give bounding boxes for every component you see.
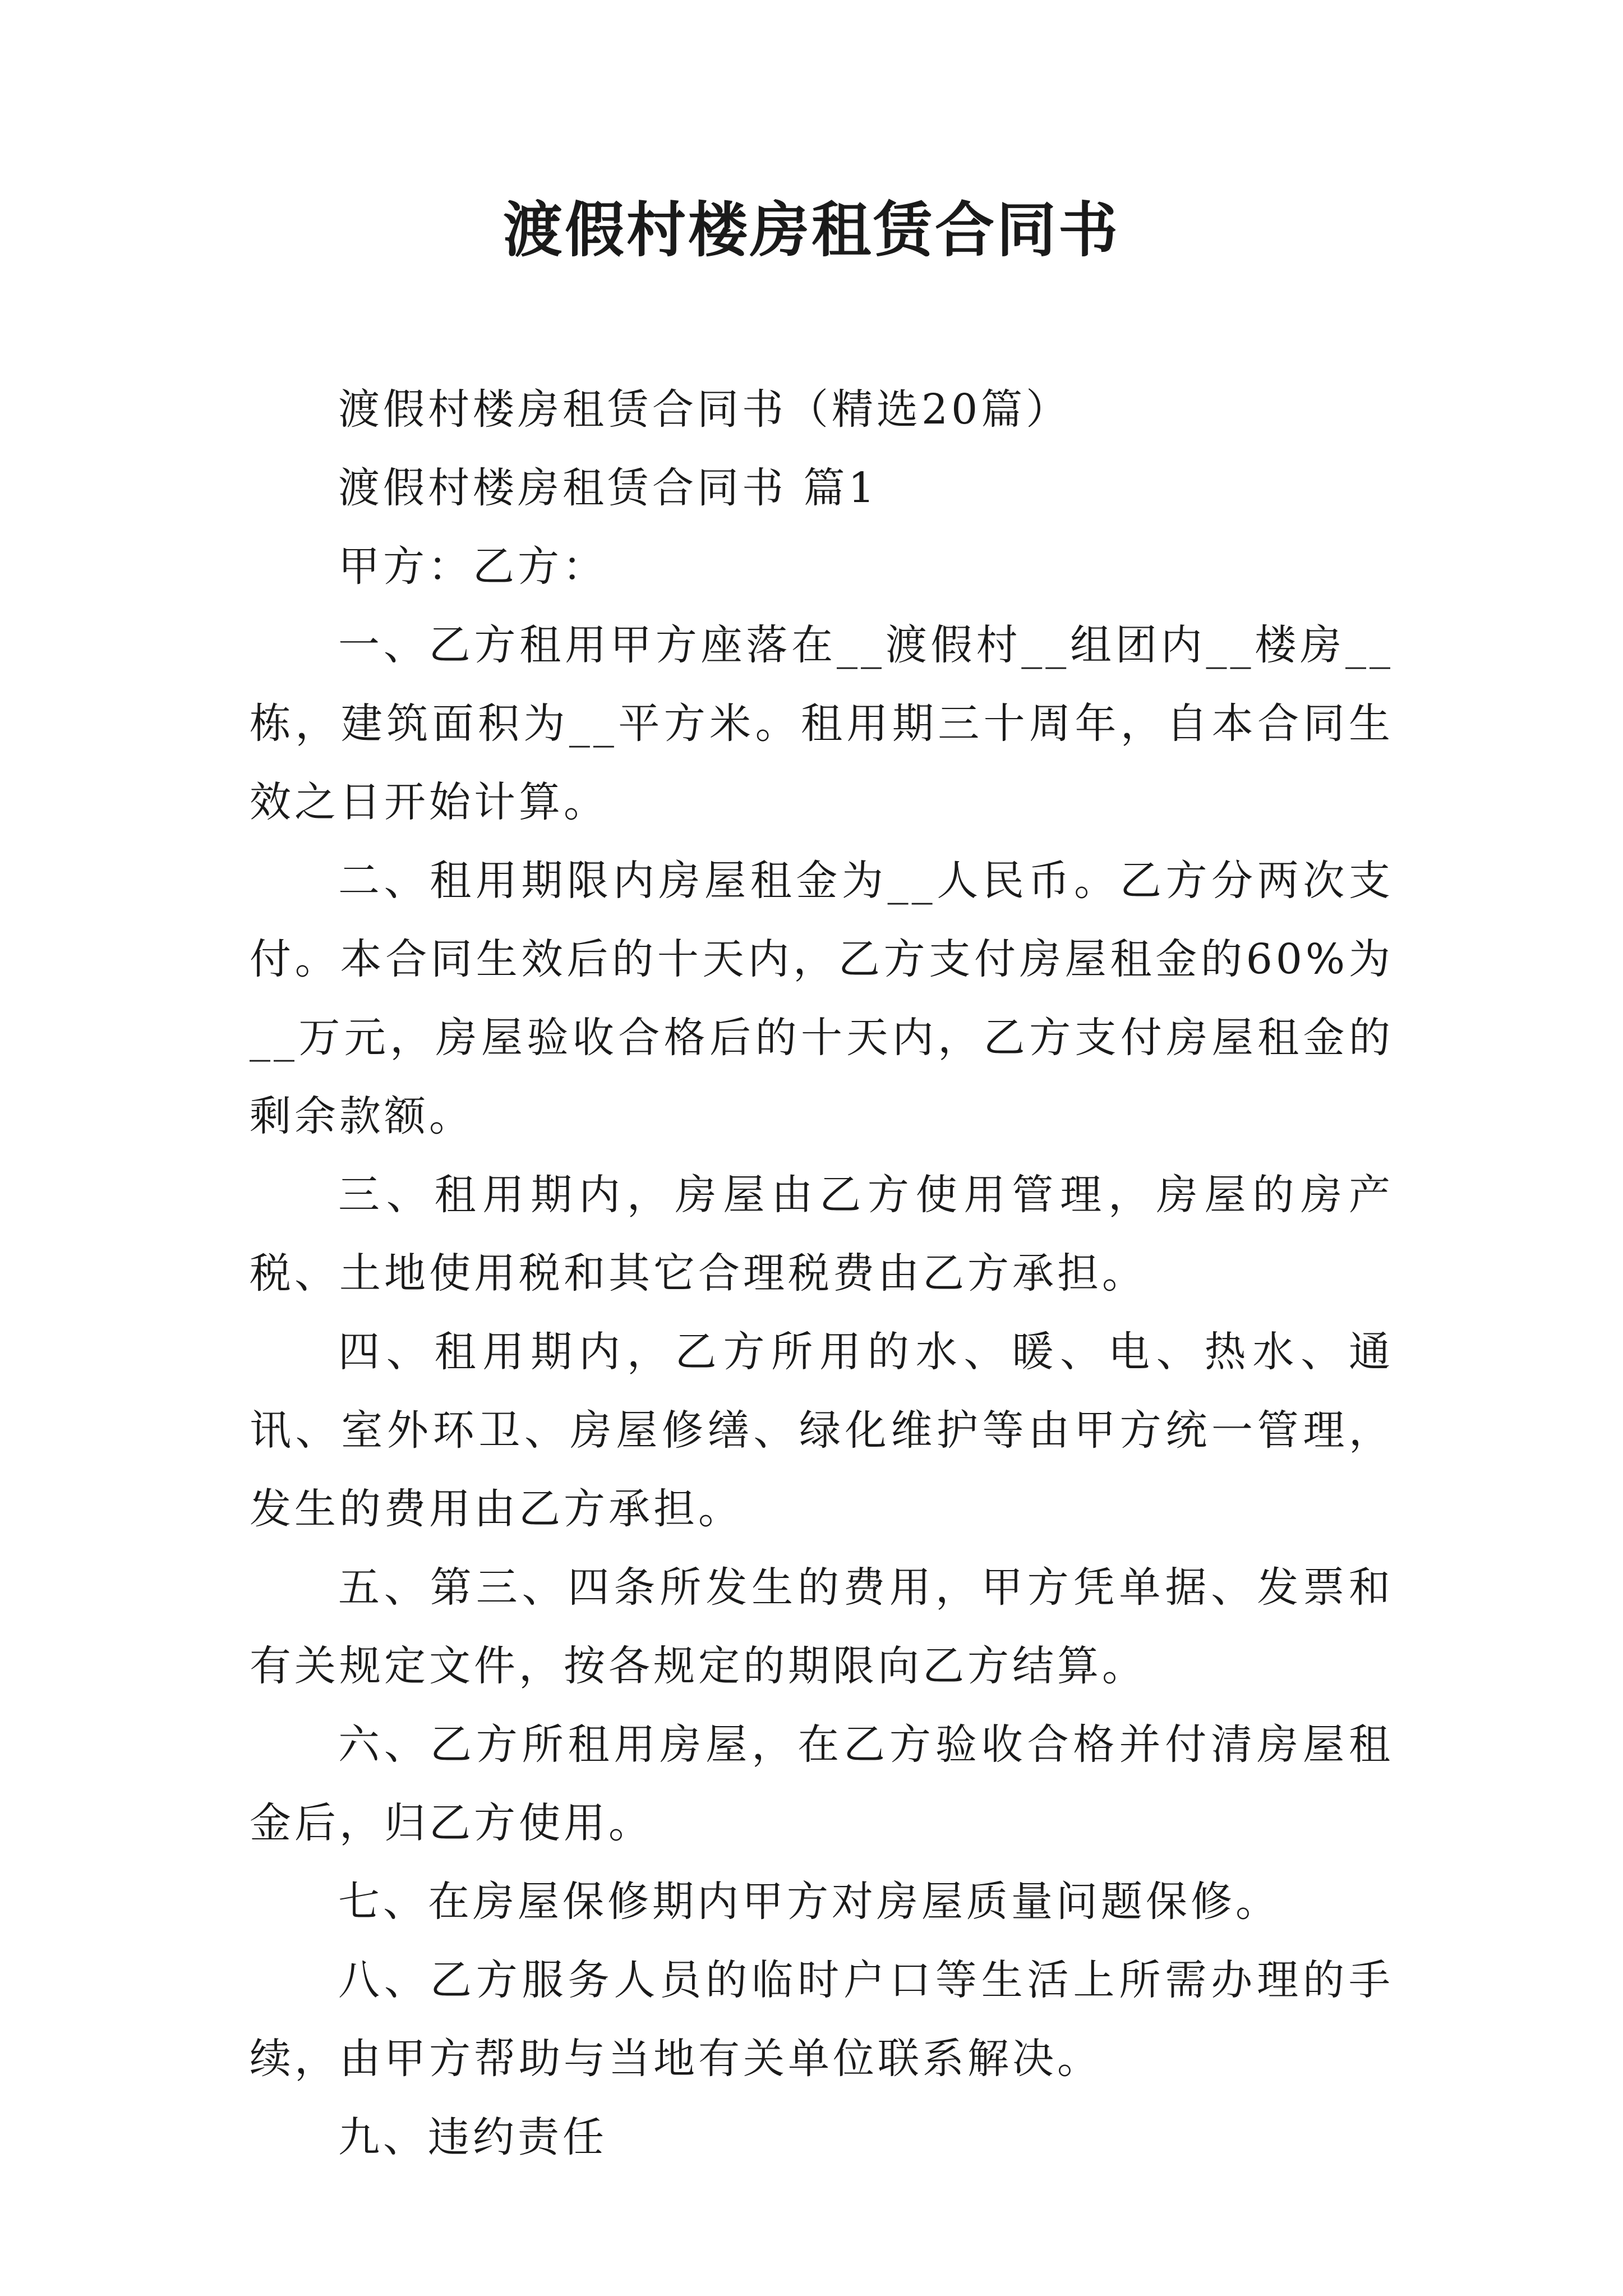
parties-line: 甲方：乙方： bbox=[338, 542, 607, 591]
document-title: 渡假村楼房租赁合同书 bbox=[503, 195, 1120, 265]
clause-9: 九、违约责任 bbox=[338, 2113, 607, 2161]
clause-8: 八、乙方服务人员的临时户口等生活上所需办理的手续，由甲方帮助与当地有关单位联系解决。 bbox=[250, 1956, 1394, 2083]
clause-4: 四、租用期内，乙方所用的水、暖、电、热水、通讯、室外环卫、房屋修缮、绿化维护等由甲方统一管理，发生的费用由乙方承担。 bbox=[250, 1328, 1394, 1533]
subtitle-selection: 渡假村楼房租赁合同书（精选20篇） bbox=[338, 385, 1071, 434]
section-heading: 渡假村楼房租赁合同书 篇1 bbox=[338, 464, 878, 512]
clause-7: 七、在房屋保修期内甲方对房屋质量问题保修。 bbox=[338, 1878, 1280, 1926]
document-body bbox=[250, 370, 1394, 2177]
clause-2: 二、租用期限内房屋租金为__人民币。乙方分两次支付。本合同生效后的十天内，乙方支付房屋租金的60%为__万元，房屋验收合格后的十天内，乙方支付房屋租金的剩余款额。 bbox=[250, 857, 1394, 1140]
clause-6: 六、乙方所租用房屋，在乙方验收合格并付清房屋租金后，归乙方使用。 bbox=[250, 1720, 1394, 1847]
clause-3: 三、租用期内，房屋由乙方使用管理，房屋的房产税、土地使用税和其它合理税费由乙方承担。 bbox=[250, 1171, 1394, 1297]
clause-1: 一、乙方租用甲方座落在__渡假村__组团内__楼房__栋，建筑面积为__平方米。租用期三十周年，自本合同生效之日开始计算。 bbox=[250, 621, 1394, 826]
clause-5: 五、第三、四条所发生的费用，甲方凭单据、发票和有关规定文件，按各规定的期限向乙方结算。 bbox=[250, 1563, 1394, 1690]
